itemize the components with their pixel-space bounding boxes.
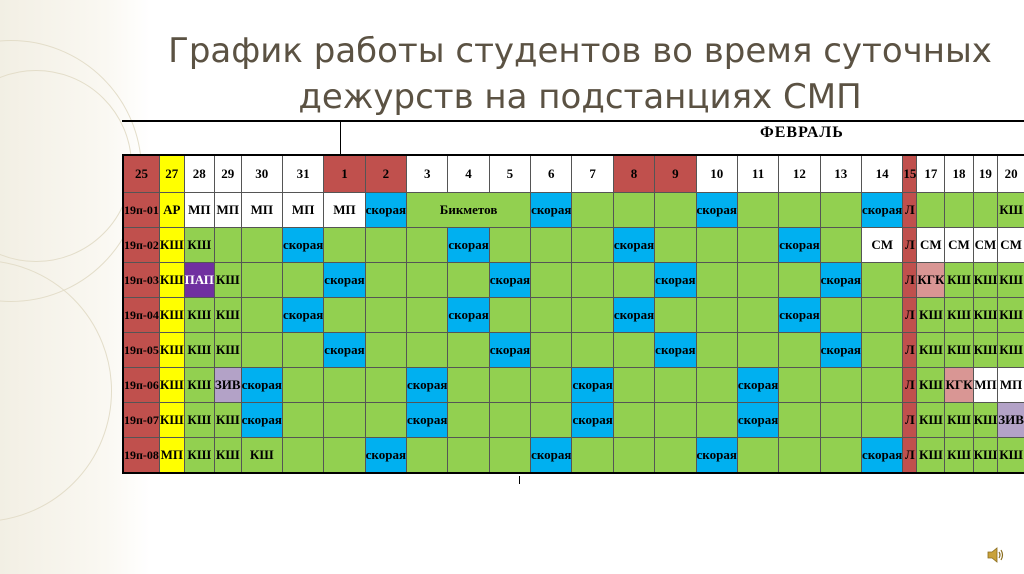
- schedule-cell: [696, 298, 737, 333]
- schedule-cell: [407, 438, 448, 474]
- schedule-cell: [407, 228, 448, 263]
- date-header-cell: 3: [407, 155, 448, 193]
- schedule-cell: КШ: [917, 368, 945, 403]
- table-vertical-tail: [519, 476, 520, 484]
- schedule-cell: [365, 368, 406, 403]
- ambulance-duty-cell: скорая: [655, 333, 696, 368]
- ambulance-duty-cell: скорая: [365, 438, 406, 474]
- ambulance-duty-cell: скорая: [655, 263, 696, 298]
- schedule-cell: [407, 298, 448, 333]
- ambulance-duty-cell: скорая: [779, 228, 820, 263]
- schedule-cell: [282, 263, 323, 298]
- schedule-cell: [696, 333, 737, 368]
- schedule-cell: МП: [241, 193, 282, 228]
- table-row: [123, 333, 1024, 368]
- schedule-cell: [655, 368, 696, 403]
- ambulance-duty-cell: скорая: [365, 193, 406, 228]
- schedule-cell: Л: [903, 228, 917, 263]
- ambulance-duty-cell: скорая: [696, 438, 737, 474]
- schedule-cell: КШ: [241, 438, 282, 474]
- slide-title: [150, 28, 1010, 120]
- date-header-cell: 13: [820, 155, 861, 193]
- schedule-cell: [324, 438, 365, 474]
- schedule-cell: Л: [903, 438, 917, 474]
- schedule-cell: [282, 438, 323, 474]
- schedule-cell: [737, 263, 778, 298]
- schedule-cell: [655, 403, 696, 438]
- date-header-cell: 28: [184, 155, 214, 193]
- schedule-cell: [696, 403, 737, 438]
- schedule-cell: Л: [903, 333, 917, 368]
- schedule-cell: КШ: [184, 368, 214, 403]
- date-header-cell: 10: [696, 155, 737, 193]
- schedule-cell: [613, 333, 654, 368]
- date-header-cell: 30: [241, 155, 282, 193]
- date-header-cell: 2: [365, 155, 406, 193]
- ambulance-duty-cell: скорая: [613, 298, 654, 333]
- schedule-cell: КШ: [973, 263, 998, 298]
- schedule-cell: КШ: [917, 333, 945, 368]
- date-header-cell: 1: [324, 155, 365, 193]
- ambulance-duty-cell: скорая: [407, 403, 448, 438]
- schedule-cell: КШ: [184, 333, 214, 368]
- table-row: [123, 263, 1024, 298]
- schedule-cell: [489, 368, 530, 403]
- schedule-cell: [241, 228, 282, 263]
- table-row: [123, 298, 1024, 333]
- schedule-cell: МП: [184, 193, 214, 228]
- group-label-cell: 19п-02: [123, 228, 159, 263]
- schedule-cell: Л: [903, 263, 917, 298]
- schedule-cell: КШ: [973, 298, 998, 333]
- date-header-cell: 15: [903, 155, 917, 193]
- schedule-cell: Л: [903, 403, 917, 438]
- schedule-cell: КШ: [973, 438, 998, 474]
- schedule-cell: [613, 403, 654, 438]
- schedule-cell: КШ: [973, 403, 998, 438]
- table-row: [123, 403, 1024, 438]
- schedule-cell: КШ: [945, 438, 973, 474]
- ambulance-duty-cell: скорая: [779, 298, 820, 333]
- ambulance-duty-cell: скорая: [407, 368, 448, 403]
- date-header-cell: 9: [655, 155, 696, 193]
- group-label-cell: 19п-05: [123, 333, 159, 368]
- schedule-cell: ЗИВ: [998, 403, 1024, 438]
- schedule-cell: [572, 438, 613, 474]
- schedule-cell: КШ: [998, 298, 1024, 333]
- schedule-cell: [407, 333, 448, 368]
- schedule-cell: [820, 403, 861, 438]
- ambulance-duty-cell: скорая: [820, 263, 861, 298]
- speaker-icon[interactable]: [986, 545, 1006, 565]
- schedule-cell: КШ: [184, 403, 214, 438]
- schedule-cell: [282, 403, 323, 438]
- schedule-cell: КШ: [945, 403, 973, 438]
- schedule-cell: КШ: [184, 228, 214, 263]
- schedule-cell: [613, 438, 654, 474]
- schedule-cell: [779, 438, 820, 474]
- schedule-cell: [737, 438, 778, 474]
- group-label-cell: 19п-03: [123, 263, 159, 298]
- schedule-cell: [779, 263, 820, 298]
- schedule-cell: [737, 228, 778, 263]
- schedule-cell: [448, 403, 489, 438]
- schedule-cell: [613, 193, 654, 228]
- group-label-cell: 19п-08: [123, 438, 159, 474]
- ambulance-duty-cell: скорая: [489, 333, 530, 368]
- date-header-cell: 19: [973, 155, 998, 193]
- schedule-cell: МП: [214, 193, 241, 228]
- schedule-cell: КШ: [917, 298, 945, 333]
- group-label-cell: 19п-01: [123, 193, 159, 228]
- schedule-cell: [779, 368, 820, 403]
- schedule-cell: [365, 263, 406, 298]
- schedule-cell: КШ: [945, 263, 973, 298]
- table-top-border: [122, 120, 1024, 122]
- schedule-cell: [779, 333, 820, 368]
- date-header-cell: 12: [779, 155, 820, 193]
- schedule-cell: [696, 263, 737, 298]
- schedule-cell: [365, 403, 406, 438]
- schedule-cell: [531, 368, 572, 403]
- schedule-cell: КШ: [945, 333, 973, 368]
- schedule-cell: КГК: [917, 263, 945, 298]
- header-row: [123, 155, 1024, 193]
- group-label-cell: 19п-06: [123, 368, 159, 403]
- schedule-cell: [241, 298, 282, 333]
- ambulance-duty-cell: скорая: [861, 438, 902, 474]
- schedule-cell: [407, 263, 448, 298]
- group-label-cell: 19п-07: [123, 403, 159, 438]
- table-row: [123, 228, 1024, 263]
- schedule-cell: [820, 438, 861, 474]
- schedule-cell: Бикметов: [407, 193, 531, 228]
- date-header-cell: 31: [282, 155, 323, 193]
- schedule-cell: [696, 368, 737, 403]
- schedule-cell: КШ: [214, 298, 241, 333]
- schedule-cell: [531, 403, 572, 438]
- schedule-cell: [365, 333, 406, 368]
- schedule-cell: КШ: [998, 263, 1024, 298]
- ambulance-duty-cell: скорая: [531, 193, 572, 228]
- schedule-cell: КШ: [214, 438, 241, 474]
- schedule-cell: [324, 228, 365, 263]
- schedule-cell: КШ: [945, 298, 973, 333]
- schedule-cell: [324, 298, 365, 333]
- schedule-cell: [241, 333, 282, 368]
- date-header-cell: 20: [998, 155, 1024, 193]
- schedule-cell: МП: [998, 368, 1024, 403]
- schedule-cell: КШ: [214, 403, 241, 438]
- schedule-cell: АР: [159, 193, 184, 228]
- schedule-cell: [572, 193, 613, 228]
- group-label-cell: 19п-04: [123, 298, 159, 333]
- schedule-cell: [861, 403, 902, 438]
- schedule-cell: СМ: [861, 228, 902, 263]
- ambulance-duty-cell: скорая: [737, 368, 778, 403]
- date-header-cell: 25: [123, 155, 159, 193]
- ambulance-duty-cell: скорая: [489, 263, 530, 298]
- date-header-cell: 14: [861, 155, 902, 193]
- schedule-cell: [613, 263, 654, 298]
- ambulance-duty-cell: скорая: [572, 403, 613, 438]
- ambulance-duty-cell: скорая: [572, 368, 613, 403]
- schedule-cell: МП: [973, 368, 998, 403]
- schedule-cell: КШ: [214, 333, 241, 368]
- schedule-table: [122, 154, 1024, 474]
- schedule-cell: [214, 228, 241, 263]
- ambulance-duty-cell: скорая: [282, 228, 323, 263]
- schedule-cell: КШ: [998, 333, 1024, 368]
- schedule-cell: МП: [159, 438, 184, 474]
- schedule-cell: [531, 263, 572, 298]
- schedule-cell: [655, 298, 696, 333]
- schedule-cell: [448, 263, 489, 298]
- schedule-cell: КШ: [917, 403, 945, 438]
- schedule-cell: [531, 228, 572, 263]
- schedule-cell: КШ: [184, 438, 214, 474]
- schedule-cell: [489, 403, 530, 438]
- ambulance-duty-cell: скорая: [324, 263, 365, 298]
- schedule-cell: [324, 368, 365, 403]
- ambulance-duty-cell: скорая: [696, 193, 737, 228]
- schedule-cell: [737, 333, 778, 368]
- schedule-cell: [282, 368, 323, 403]
- schedule-cell: КГК: [945, 368, 973, 403]
- date-header-cell: 27: [159, 155, 184, 193]
- schedule-cell: [572, 333, 613, 368]
- ambulance-duty-cell: скорая: [282, 298, 323, 333]
- ambulance-duty-cell: скорая: [241, 403, 282, 438]
- schedule-cell: [572, 298, 613, 333]
- schedule-cell: КШ: [159, 403, 184, 438]
- schedule-cell: [945, 193, 973, 228]
- schedule-cell: КШ: [159, 263, 184, 298]
- ambulance-duty-cell: скорая: [820, 333, 861, 368]
- ambulance-duty-cell: скорая: [448, 298, 489, 333]
- slide-title-line1: График работы студентов во время суточных: [168, 31, 992, 71]
- slide-title-line2: дежурств на подстанциях СМП: [298, 77, 862, 117]
- schedule-cell: [365, 298, 406, 333]
- date-header-cell: 7: [572, 155, 613, 193]
- schedule-cell: [917, 193, 945, 228]
- schedule-cell: КШ: [159, 368, 184, 403]
- schedule-cell: [737, 193, 778, 228]
- schedule-cell: [696, 228, 737, 263]
- schedule-cell: СМ: [945, 228, 973, 263]
- schedule-cell: МП: [324, 193, 365, 228]
- schedule-cell: МП: [282, 193, 323, 228]
- schedule-cell: [365, 228, 406, 263]
- schedule-cell: [448, 438, 489, 474]
- table-row: [123, 438, 1024, 474]
- schedule-cell: ЗИВ: [214, 368, 241, 403]
- schedule-cell: КШ: [917, 438, 945, 474]
- schedule-cell: [820, 228, 861, 263]
- schedule-cell: [820, 298, 861, 333]
- schedule-cell: [655, 228, 696, 263]
- ambulance-duty-cell: скорая: [737, 403, 778, 438]
- date-header-cell: 29: [214, 155, 241, 193]
- ambulance-duty-cell: скорая: [241, 368, 282, 403]
- schedule-cell: [489, 438, 530, 474]
- ambulance-duty-cell: скорая: [531, 438, 572, 474]
- table-vertical-divider: [340, 120, 341, 154]
- ambulance-duty-cell: скорая: [324, 333, 365, 368]
- schedule-cell: [820, 368, 861, 403]
- date-header-cell: 17: [917, 155, 945, 193]
- schedule-cell: [655, 438, 696, 474]
- schedule-cell: ПАП: [184, 263, 214, 298]
- schedule-cell: [820, 193, 861, 228]
- schedule-cell: КШ: [184, 298, 214, 333]
- schedule-cell: [531, 333, 572, 368]
- schedule-cell: КШ: [159, 333, 184, 368]
- ambulance-duty-cell: скорая: [448, 228, 489, 263]
- table-row: [123, 193, 1024, 228]
- date-header-cell: 5: [489, 155, 530, 193]
- schedule-cell: КШ: [998, 438, 1024, 474]
- schedule-cell: [779, 193, 820, 228]
- date-header-cell: 4: [448, 155, 489, 193]
- schedule-cell: [324, 403, 365, 438]
- schedule-cell: КШ: [159, 298, 184, 333]
- schedule-cell: СМ: [998, 228, 1024, 263]
- table-row: [123, 368, 1024, 403]
- schedule-cell: СМ: [917, 228, 945, 263]
- schedule-cell: [861, 368, 902, 403]
- schedule-cell: СМ: [973, 228, 998, 263]
- schedule-cell: [779, 403, 820, 438]
- schedule-cell: [655, 193, 696, 228]
- schedule-cell: [489, 298, 530, 333]
- schedule-cell: [282, 333, 323, 368]
- ambulance-duty-cell: скорая: [861, 193, 902, 228]
- date-header-cell: 8: [613, 155, 654, 193]
- schedule-cell: [613, 368, 654, 403]
- schedule-cell: КШ: [973, 333, 998, 368]
- date-header-cell: 11: [737, 155, 778, 193]
- schedule-cell: КШ: [214, 263, 241, 298]
- schedule-cell: КШ: [998, 193, 1024, 228]
- month-label: ФЕВРАЛЬ: [760, 124, 844, 141]
- schedule-cell: [531, 298, 572, 333]
- schedule-cell: [861, 298, 902, 333]
- schedule-cell: [973, 193, 998, 228]
- schedule-cell: [448, 333, 489, 368]
- schedule-cell: Л: [903, 298, 917, 333]
- schedule-cell: [861, 333, 902, 368]
- schedule-cell: Л: [903, 368, 917, 403]
- schedule-cell: [489, 228, 530, 263]
- date-header-cell: 18: [945, 155, 973, 193]
- decorative-ring: [0, 260, 112, 522]
- schedule-cell: [737, 298, 778, 333]
- schedule-cell: [572, 263, 613, 298]
- schedule-cell: [241, 263, 282, 298]
- date-header-cell: 6: [531, 155, 572, 193]
- schedule-cell: [572, 228, 613, 263]
- ambulance-duty-cell: скорая: [613, 228, 654, 263]
- schedule-cell: КШ: [159, 228, 184, 263]
- schedule-cell: [448, 368, 489, 403]
- schedule-cell: Л: [903, 193, 917, 228]
- schedule-cell: [861, 263, 902, 298]
